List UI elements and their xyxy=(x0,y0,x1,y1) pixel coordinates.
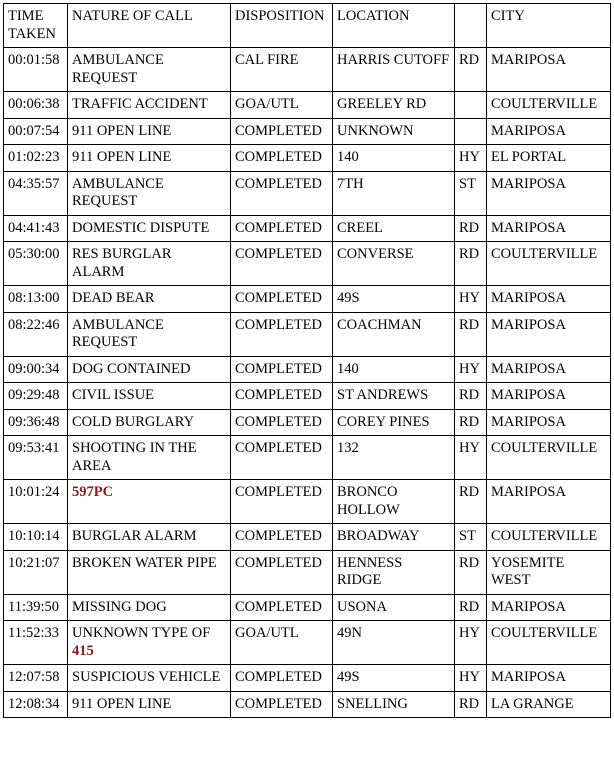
cell-time-taken: 10:21:07 xyxy=(4,550,68,594)
cell-time-taken: 12:07:58 xyxy=(4,665,68,692)
cell-location: UNKNOWN xyxy=(333,118,455,145)
cell-time-taken: 09:36:48 xyxy=(4,409,68,436)
cell-disposition: COMPLETED xyxy=(231,550,333,594)
cell-street-suffix: RD xyxy=(455,480,487,524)
cell-city: MARIPOSA xyxy=(487,356,611,383)
table-row xyxy=(4,145,611,172)
cell-nature-of-call: 911 OPEN LINE xyxy=(68,118,231,145)
cell-disposition: COMPLETED xyxy=(231,312,333,356)
table-row xyxy=(4,691,611,718)
header-location: LOCATION xyxy=(333,4,455,48)
table-row xyxy=(4,550,611,594)
cell-location: CREEL xyxy=(333,215,455,242)
cell-disposition: COMPLETED xyxy=(231,409,333,436)
cell-street-suffix: RD xyxy=(455,48,487,92)
cell-disposition: COMPLETED xyxy=(231,594,333,621)
cell-location: 140 xyxy=(333,356,455,383)
header-disposition: DISPOSITION xyxy=(231,4,333,48)
header-city: CITY xyxy=(487,4,611,48)
table-row xyxy=(4,383,611,410)
cell-city: MARIPOSA xyxy=(487,171,611,215)
cell-nature-of-call: AMBULANCE REQUEST xyxy=(68,171,231,215)
cell-disposition: CAL FIRE xyxy=(231,48,333,92)
cell-disposition: COMPLETED xyxy=(231,118,333,145)
table-header-row xyxy=(4,4,611,48)
cell-time-taken: 05:30:00 xyxy=(4,242,68,286)
cell-street-suffix: HY xyxy=(455,356,487,383)
table-body xyxy=(4,48,611,718)
cell-nature-of-call: SHOOTING IN THE AREA xyxy=(68,436,231,480)
cell-street-suffix: ST xyxy=(455,171,487,215)
cell-street-suffix: RD xyxy=(455,691,487,718)
cell-time-taken: 08:13:00 xyxy=(4,286,68,313)
cell-disposition: COMPLETED xyxy=(231,171,333,215)
cell-time-taken: 11:52:33 xyxy=(4,621,68,665)
cell-city: MARIPOSA xyxy=(487,409,611,436)
table-row xyxy=(4,665,611,692)
cell-disposition: COMPLETED xyxy=(231,480,333,524)
cell-city: YOSEMITE WEST xyxy=(487,550,611,594)
cell-street-suffix: RD xyxy=(455,312,487,356)
cell-nature-of-call: DOG CONTAINED xyxy=(68,356,231,383)
cell-disposition: GOA/UTL xyxy=(231,92,333,119)
cell-street-suffix: HY xyxy=(455,621,487,665)
cell-nature-of-call: AMBULANCE REQUEST xyxy=(68,48,231,92)
cell-location: COACHMAN xyxy=(333,312,455,356)
cell-disposition: COMPLETED xyxy=(231,242,333,286)
cell-nature-of-call xyxy=(68,480,231,524)
cell-disposition: COMPLETED xyxy=(231,356,333,383)
table-row xyxy=(4,215,611,242)
cell-street-suffix: RD xyxy=(455,594,487,621)
cell-time-taken: 10:01:24 xyxy=(4,480,68,524)
nature-text: UNKNOWN TYPE OF xyxy=(72,625,211,641)
cell-city: MARIPOSA xyxy=(487,480,611,524)
table-row xyxy=(4,118,611,145)
cell-location: 49N xyxy=(333,621,455,665)
cell-nature-of-call: 911 OPEN LINE xyxy=(68,145,231,172)
table-row xyxy=(4,312,611,356)
table-row xyxy=(4,171,611,215)
cell-city: MARIPOSA xyxy=(487,312,611,356)
cell-street-suffix: HY xyxy=(455,145,487,172)
cell-city: COULTERVILLE xyxy=(487,436,611,480)
cell-city: MARIPOSA xyxy=(487,118,611,145)
cell-location: SNELLING xyxy=(333,691,455,718)
cell-street-suffix: HY xyxy=(455,665,487,692)
cell-city: MARIPOSA xyxy=(487,286,611,313)
cell-time-taken: 12:08:34 xyxy=(4,691,68,718)
cell-time-taken: 09:00:34 xyxy=(4,356,68,383)
cell-disposition: GOA/UTL xyxy=(231,621,333,665)
cell-nature-of-call: MISSING DOG xyxy=(68,594,231,621)
cell-city: EL PORTAL xyxy=(487,145,611,172)
table-row xyxy=(4,409,611,436)
cell-location: CONVERSE xyxy=(333,242,455,286)
cell-location: 140 xyxy=(333,145,455,172)
cell-location: USONA xyxy=(333,594,455,621)
cell-location: BROADWAY xyxy=(333,524,455,551)
cell-location: COREY PINES xyxy=(333,409,455,436)
call-log-table xyxy=(3,3,611,718)
cell-location: ST ANDREWS xyxy=(333,383,455,410)
cell-location: 132 xyxy=(333,436,455,480)
table-row xyxy=(4,621,611,665)
cell-disposition: COMPLETED xyxy=(231,383,333,410)
cell-city: COULTERVILLE xyxy=(487,92,611,119)
cell-city: COULTERVILLE xyxy=(487,524,611,551)
cell-time-taken: 08:22:46 xyxy=(4,312,68,356)
cell-street-suffix: RD xyxy=(455,383,487,410)
cell-nature-of-call: TRAFFIC ACCIDENT xyxy=(68,92,231,119)
cell-city: MARIPOSA xyxy=(487,594,611,621)
cell-nature-of-call: BURGLAR ALARM xyxy=(68,524,231,551)
cell-nature-of-call: BROKEN WATER PIPE xyxy=(68,550,231,594)
cell-location: 7TH xyxy=(333,171,455,215)
cell-location: 49S xyxy=(333,286,455,313)
table-row xyxy=(4,356,611,383)
table-row xyxy=(4,48,611,92)
cell-nature-of-call: RES BURGLAR ALARM xyxy=(68,242,231,286)
cell-nature-of-call: 911 OPEN LINE xyxy=(68,691,231,718)
cell-city: MARIPOSA xyxy=(487,665,611,692)
cell-disposition: COMPLETED xyxy=(231,215,333,242)
cell-street-suffix xyxy=(455,92,487,119)
header-nature-of-call: NATURE OF CALL xyxy=(68,4,231,48)
cell-nature-of-call: DEAD BEAR xyxy=(68,286,231,313)
cell-nature-of-call: AMBULANCE REQUEST xyxy=(68,312,231,356)
penal-code-highlight: 597PC xyxy=(72,484,114,500)
cell-time-taken: 09:29:48 xyxy=(4,383,68,410)
cell-location: GREELEY RD xyxy=(333,92,455,119)
header-time-taken: TIME TAKEN xyxy=(4,4,68,48)
table-row xyxy=(4,436,611,480)
cell-time-taken: 04:41:43 xyxy=(4,215,68,242)
cell-city: LA GRANGE xyxy=(487,691,611,718)
table-row xyxy=(4,286,611,313)
cell-location: HARRIS CUTOFF xyxy=(333,48,455,92)
cell-street-suffix: RD xyxy=(455,409,487,436)
cell-disposition: COMPLETED xyxy=(231,436,333,480)
cell-nature-of-call: CIVIL ISSUE xyxy=(68,383,231,410)
cell-time-taken: 00:06:38 xyxy=(4,92,68,119)
cell-disposition: COMPLETED xyxy=(231,145,333,172)
table-row xyxy=(4,594,611,621)
cell-street-suffix: RD xyxy=(455,242,487,286)
cell-disposition: COMPLETED xyxy=(231,524,333,551)
cell-city: MARIPOSA xyxy=(487,48,611,92)
cell-street-suffix: RD xyxy=(455,215,487,242)
cell-disposition: COMPLETED xyxy=(231,665,333,692)
table-row xyxy=(4,524,611,551)
cell-street-suffix: ST xyxy=(455,524,487,551)
cell-city: MARIPOSA xyxy=(487,383,611,410)
cell-nature-of-call: COLD BURGLARY xyxy=(68,409,231,436)
penal-code-highlight: 415 xyxy=(72,642,94,659)
cell-street-suffix xyxy=(455,118,487,145)
cell-time-taken: 09:53:41 xyxy=(4,436,68,480)
cell-city: COULTERVILLE xyxy=(487,621,611,665)
cell-street-suffix: RD xyxy=(455,550,487,594)
cell-time-taken: 01:02:23 xyxy=(4,145,68,172)
cell-time-taken: 04:35:57 xyxy=(4,171,68,215)
cell-street-suffix: HY xyxy=(455,286,487,313)
cell-nature-of-call: SUSPICIOUS VEHICLE xyxy=(68,665,231,692)
cell-disposition: COMPLETED xyxy=(231,286,333,313)
cell-location: 49S xyxy=(333,665,455,692)
cell-city: MARIPOSA xyxy=(487,215,611,242)
header-street-suffix xyxy=(455,4,487,48)
table-row xyxy=(4,242,611,286)
table-row xyxy=(4,480,611,524)
cell-nature-of-call: DOMESTIC DISPUTE xyxy=(68,215,231,242)
cell-time-taken: 00:01:58 xyxy=(4,48,68,92)
cell-time-taken: 10:10:14 xyxy=(4,524,68,551)
cell-location: BRONCO HOLLOW xyxy=(333,480,455,524)
table-row xyxy=(4,92,611,119)
cell-street-suffix: HY xyxy=(455,436,487,480)
cell-location: HENNESS RIDGE xyxy=(333,550,455,594)
cell-city: COULTERVILLE xyxy=(487,242,611,286)
cell-time-taken: 00:07:54 xyxy=(4,118,68,145)
cell-disposition: COMPLETED xyxy=(231,691,333,718)
cell-nature-of-call xyxy=(68,621,231,665)
cell-time-taken: 11:39:50 xyxy=(4,594,68,621)
